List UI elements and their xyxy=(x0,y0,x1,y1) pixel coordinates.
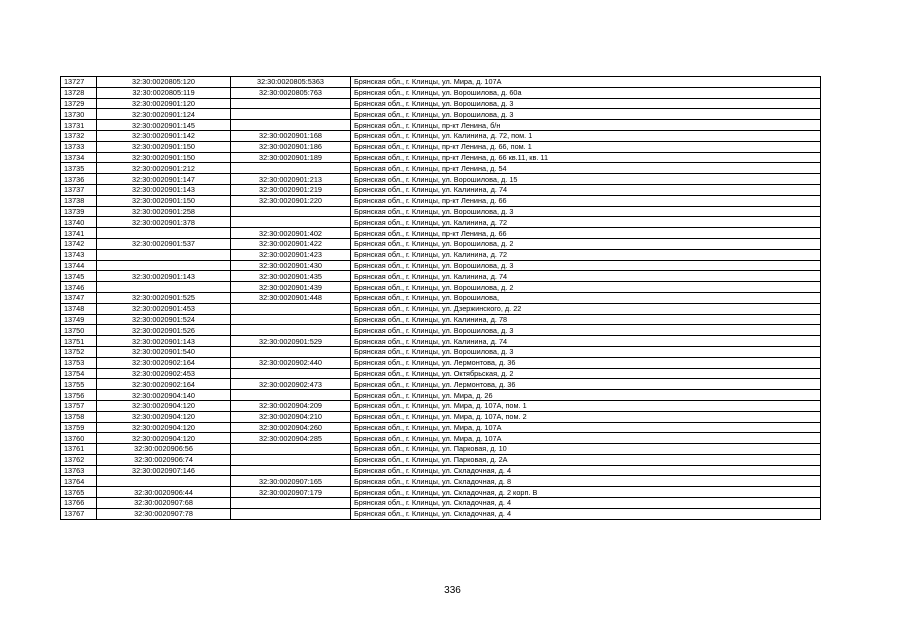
table-row xyxy=(61,98,821,109)
table-row xyxy=(61,476,821,487)
row-number-cell: 13746 xyxy=(61,282,97,293)
object-cadastral-number-cell xyxy=(231,98,351,109)
row-number-cell: 13752 xyxy=(61,346,97,357)
row-number-cell: 13734 xyxy=(61,152,97,163)
address-cell: Брянская обл., г. Клинцы, ул. Калинина, д. 78 xyxy=(351,314,821,325)
row-number-cell: 13758 xyxy=(61,411,97,422)
table-row xyxy=(61,87,821,98)
parcel-cadastral-number-cell: 32:30:0020906:44 xyxy=(97,487,231,498)
parcel-cadastral-number-cell: 32:30:0020901:120 xyxy=(97,98,231,109)
object-cadastral-number-cell: 32:30:0020901:435 xyxy=(231,271,351,282)
table-row xyxy=(61,228,821,239)
object-cadastral-number-cell: 32:30:0020805:763 xyxy=(231,87,351,98)
address-cell: Брянская обл., г. Клинцы, ул. Лермонтова, д. 36 xyxy=(351,379,821,390)
address-cell: Брянская обл., г. Клинцы, пр-кт Ленина, д. 66, пом. 1 xyxy=(351,141,821,152)
object-cadastral-number-cell: 32:30:0020902:440 xyxy=(231,357,351,368)
row-number-cell: 13738 xyxy=(61,195,97,206)
row-number-cell: 13730 xyxy=(61,109,97,120)
table-row xyxy=(61,249,821,260)
object-cadastral-number-cell: 32:30:0020901:439 xyxy=(231,282,351,293)
address-cell: Брянская обл., г. Клинцы, ул. Мира, д. 107А xyxy=(351,422,821,433)
table-row xyxy=(61,238,821,249)
table-row xyxy=(61,130,821,141)
address-cell: Брянская обл., г. Клинцы, ул. Мира, д. 107А xyxy=(351,77,821,88)
address-cell: Брянская обл., г. Клинцы, ул. Лермонтова, д. 36 xyxy=(351,357,821,368)
parcel-cadastral-number-cell: 32:30:0020902:453 xyxy=(97,368,231,379)
table-row xyxy=(61,120,821,131)
object-cadastral-number-cell xyxy=(231,314,351,325)
table-row xyxy=(61,184,821,195)
row-number-cell: 13744 xyxy=(61,260,97,271)
address-cell: Брянская обл., г. Клинцы, ул. Складочная, д. 2 корп. В xyxy=(351,487,821,498)
row-number-cell: 13754 xyxy=(61,368,97,379)
table-row xyxy=(61,325,821,336)
table-row xyxy=(61,379,821,390)
address-cell: Брянская обл., г. Клинцы, ул. Складочная, д. 4 xyxy=(351,498,821,509)
table-row xyxy=(61,390,821,401)
table-row xyxy=(61,508,821,519)
parcel-cadastral-number-cell: 32:30:0020901:150 xyxy=(97,195,231,206)
object-cadastral-number-cell: 32:30:0020901:220 xyxy=(231,195,351,206)
address-cell: Брянская обл., г. Клинцы, ул. Парковая, д. 2А xyxy=(351,454,821,465)
object-cadastral-number-cell: 32:30:0020907:179 xyxy=(231,487,351,498)
row-number-cell: 13761 xyxy=(61,444,97,455)
table-row xyxy=(61,206,821,217)
table-row xyxy=(61,109,821,120)
table-row xyxy=(61,465,821,476)
table-row xyxy=(61,400,821,411)
row-number-cell: 13739 xyxy=(61,206,97,217)
table-row xyxy=(61,292,821,303)
address-cell: Брянская обл., г. Клинцы, ул. Калинина, д. 72, пом. 1 xyxy=(351,130,821,141)
parcel-cadastral-number-cell: 32:30:0020904:120 xyxy=(97,400,231,411)
address-cell: Брянская обл., г. Клинцы, ул. Ворошилова, д. 3 xyxy=(351,98,821,109)
table-row xyxy=(61,152,821,163)
parcel-cadastral-number-cell: 32:30:0020901:526 xyxy=(97,325,231,336)
object-cadastral-number-cell: 32:30:0020805:5363 xyxy=(231,77,351,88)
address-cell: Брянская обл., г. Клинцы, ул. Ворошилова, д. 2 xyxy=(351,238,821,249)
parcel-cadastral-number-cell: 32:30:0020901:537 xyxy=(97,238,231,249)
row-number-cell: 13766 xyxy=(61,498,97,509)
address-cell: Брянская обл., г. Клинцы, ул. Ворошилова, д. 60а xyxy=(351,87,821,98)
row-number-cell: 13742 xyxy=(61,238,97,249)
parcel-cadastral-number-cell: 32:30:0020901:258 xyxy=(97,206,231,217)
row-number-cell: 13767 xyxy=(61,508,97,519)
row-number-cell: 13757 xyxy=(61,400,97,411)
parcel-cadastral-number-cell: 32:30:0020805:119 xyxy=(97,87,231,98)
parcel-cadastral-number-cell: 32:30:0020901:150 xyxy=(97,152,231,163)
table-row xyxy=(61,357,821,368)
row-number-cell: 13753 xyxy=(61,357,97,368)
address-cell: Брянская обл., г. Клинцы, пр-кт Ленина, д. 66 xyxy=(351,195,821,206)
object-cadastral-number-cell: 32:30:0020901:219 xyxy=(231,184,351,195)
parcel-cadastral-number-cell: 32:30:0020901:143 xyxy=(97,184,231,195)
address-cell: Брянская обл., г. Клинцы, пр-кт Ленина, д. 66 xyxy=(351,228,821,239)
address-cell: Брянская обл., г. Клинцы, ул. Ворошилова, д. 3 xyxy=(351,346,821,357)
object-cadastral-number-cell xyxy=(231,498,351,509)
address-cell: Брянская обл., г. Клинцы, ул. Мира, д. 107А xyxy=(351,433,821,444)
object-cadastral-number-cell: 32:30:0020901:168 xyxy=(231,130,351,141)
address-cell: Брянская обл., г. Клинцы, ул. Складочная, д. 4 xyxy=(351,508,821,519)
object-cadastral-number-cell xyxy=(231,444,351,455)
object-cadastral-number-cell: 32:30:0020904:285 xyxy=(231,433,351,444)
row-number-cell: 13760 xyxy=(61,433,97,444)
page-number: 336 xyxy=(444,585,461,596)
object-cadastral-number-cell: 32:30:0020907:165 xyxy=(231,476,351,487)
address-cell: Брянская обл., г. Клинцы, ул. Калинина, д. 74 xyxy=(351,271,821,282)
row-number-cell: 13733 xyxy=(61,141,97,152)
table-row xyxy=(61,336,821,347)
address-cell: Брянская обл., г. Клинцы, ул. Калинина, д. 74 xyxy=(351,336,821,347)
address-cell: Брянская обл., г. Клинцы, ул. Калинина, д. 72 xyxy=(351,217,821,228)
row-number-cell: 13729 xyxy=(61,98,97,109)
parcel-cadastral-number-cell: 32:30:0020904:120 xyxy=(97,433,231,444)
address-cell: Брянская обл., г. Клинцы, ул. Ворошилова, д. 3 xyxy=(351,206,821,217)
table-row xyxy=(61,271,821,282)
row-number-cell: 13740 xyxy=(61,217,97,228)
row-number-cell: 13727 xyxy=(61,77,97,88)
table-row xyxy=(61,217,821,228)
parcel-cadastral-number-cell: 32:30:0020904:120 xyxy=(97,411,231,422)
object-cadastral-number-cell: 32:30:0020902:473 xyxy=(231,379,351,390)
parcel-cadastral-number-cell: 32:30:0020907:78 xyxy=(97,508,231,519)
object-cadastral-number-cell: 32:30:0020904:209 xyxy=(231,400,351,411)
address-cell: Брянская обл., г. Клинцы, ул. Ворошилова, д. 3 xyxy=(351,325,821,336)
address-cell: Брянская обл., г. Клинцы, пр-кт Ленина, д. 54 xyxy=(351,163,821,174)
row-number-cell: 13755 xyxy=(61,379,97,390)
row-number-cell: 13737 xyxy=(61,184,97,195)
parcel-cadastral-number-cell: 32:30:0020901:142 xyxy=(97,130,231,141)
table-row xyxy=(61,454,821,465)
row-number-cell: 13731 xyxy=(61,120,97,131)
table-row xyxy=(61,422,821,433)
address-cell: Брянская обл., г. Клинцы, ул. Ворошилова, xyxy=(351,292,821,303)
table-row xyxy=(61,303,821,314)
parcel-cadastral-number-cell: 32:30:0020901:525 xyxy=(97,292,231,303)
object-cadastral-number-cell xyxy=(231,163,351,174)
parcel-cadastral-number-cell: 32:30:0020901:143 xyxy=(97,271,231,282)
row-number-cell: 13759 xyxy=(61,422,97,433)
parcel-cadastral-number-cell: 32:30:0020901:540 xyxy=(97,346,231,357)
row-number-cell: 13749 xyxy=(61,314,97,325)
parcel-cadastral-number-cell: 32:30:0020907:68 xyxy=(97,498,231,509)
row-number-cell: 13763 xyxy=(61,465,97,476)
object-cadastral-number-cell xyxy=(231,206,351,217)
object-cadastral-number-cell xyxy=(231,217,351,228)
row-number-cell: 13743 xyxy=(61,249,97,260)
table-row xyxy=(61,444,821,455)
object-cadastral-number-cell xyxy=(231,325,351,336)
object-cadastral-number-cell: 32:30:0020904:260 xyxy=(231,422,351,433)
row-number-cell: 13765 xyxy=(61,487,97,498)
parcel-cadastral-number-cell: 32:30:0020901:453 xyxy=(97,303,231,314)
object-cadastral-number-cell: 32:30:0020901:422 xyxy=(231,238,351,249)
address-cell: Брянская обл., г. Клинцы, ул. Ворошилова, д. 3 xyxy=(351,260,821,271)
address-cell: Брянская обл., г. Клинцы, ул. Складочная, д. 4 xyxy=(351,465,821,476)
row-number-cell: 13750 xyxy=(61,325,97,336)
table-row xyxy=(61,433,821,444)
address-cell: Брянская обл., г. Клинцы, пр-кт Ленина, д. 66 кв.11, кв. 11 xyxy=(351,152,821,163)
object-cadastral-number-cell: 32:30:0020901:448 xyxy=(231,292,351,303)
parcel-cadastral-number-cell: 32:30:0020906:56 xyxy=(97,444,231,455)
row-number-cell: 13756 xyxy=(61,390,97,401)
parcel-cadastral-number-cell: 32:30:0020901:524 xyxy=(97,314,231,325)
object-cadastral-number-cell: 32:30:0020904:210 xyxy=(231,411,351,422)
table-row xyxy=(61,174,821,185)
parcel-cadastral-number-cell: 32:30:0020901:147 xyxy=(97,174,231,185)
parcel-cadastral-number-cell: 32:30:0020901:378 xyxy=(97,217,231,228)
parcel-cadastral-number-cell: 32:30:0020901:124 xyxy=(97,109,231,120)
row-number-cell: 13762 xyxy=(61,454,97,465)
row-number-cell: 13728 xyxy=(61,87,97,98)
table-row xyxy=(61,195,821,206)
table-row xyxy=(61,77,821,88)
address-cell: Брянская обл., г. Клинцы, ул. Ворошилова, д. 15 xyxy=(351,174,821,185)
parcel-cadastral-number-cell: 32:30:0020901:143 xyxy=(97,336,231,347)
table-row xyxy=(61,498,821,509)
object-cadastral-number-cell: 32:30:0020901:186 xyxy=(231,141,351,152)
parcel-cadastral-number-cell: 32:30:0020902:164 xyxy=(97,379,231,390)
object-cadastral-number-cell: 32:30:0020901:430 xyxy=(231,260,351,271)
row-number-cell: 13741 xyxy=(61,228,97,239)
row-number-cell: 13748 xyxy=(61,303,97,314)
table-row xyxy=(61,411,821,422)
parcel-cadastral-number-cell xyxy=(97,476,231,487)
address-cell: Брянская обл., г. Клинцы, ул. Ворошилова, д. 2 xyxy=(351,282,821,293)
object-cadastral-number-cell xyxy=(231,454,351,465)
object-cadastral-number-cell: 32:30:0020901:189 xyxy=(231,152,351,163)
table-row xyxy=(61,141,821,152)
parcel-cadastral-number-cell: 32:30:0020901:212 xyxy=(97,163,231,174)
row-number-cell: 13747 xyxy=(61,292,97,303)
object-cadastral-number-cell: 32:30:0020901:529 xyxy=(231,336,351,347)
parcel-cadastral-number-cell: 32:30:0020907:146 xyxy=(97,465,231,476)
object-cadastral-number-cell xyxy=(231,390,351,401)
parcel-cadastral-number-cell xyxy=(97,282,231,293)
parcel-cadastral-number-cell: 32:30:0020805:120 xyxy=(97,77,231,88)
table-row xyxy=(61,314,821,325)
row-number-cell: 13732 xyxy=(61,130,97,141)
object-cadastral-number-cell xyxy=(231,368,351,379)
table-row xyxy=(61,282,821,293)
address-cell: Брянская обл., г. Клинцы, ул. Парковая, д. 10 xyxy=(351,444,821,455)
row-number-cell: 13764 xyxy=(61,476,97,487)
registry-table-body xyxy=(61,77,821,520)
parcel-cadastral-number-cell: 32:30:0020904:140 xyxy=(97,390,231,401)
address-cell: Брянская обл., г. Клинцы, ул. Калинина, д. 74 xyxy=(351,184,821,195)
row-number-cell: 13751 xyxy=(61,336,97,347)
table-row xyxy=(61,346,821,357)
address-cell: Брянская обл., г. Клинцы, ул. Мира, д. 26 xyxy=(351,390,821,401)
address-cell: Брянская обл., г. Клинцы, пр-кт Ленина, б/н xyxy=(351,120,821,131)
address-cell: Брянская обл., г. Клинцы, ул. Октябрьская, д. 2 xyxy=(351,368,821,379)
parcel-cadastral-number-cell: 32:30:0020901:145 xyxy=(97,120,231,131)
row-number-cell: 13735 xyxy=(61,163,97,174)
object-cadastral-number-cell: 32:30:0020901:423 xyxy=(231,249,351,260)
object-cadastral-number-cell: 32:30:0020901:213 xyxy=(231,174,351,185)
parcel-cadastral-number-cell xyxy=(97,228,231,239)
parcel-cadastral-number-cell xyxy=(97,260,231,271)
object-cadastral-number-cell xyxy=(231,465,351,476)
object-cadastral-number-cell: 32:30:0020901:402 xyxy=(231,228,351,239)
table-row xyxy=(61,487,821,498)
parcel-cadastral-number-cell: 32:30:0020902:164 xyxy=(97,357,231,368)
parcel-cadastral-number-cell: 32:30:0020901:150 xyxy=(97,141,231,152)
table-row xyxy=(61,368,821,379)
table-row xyxy=(61,260,821,271)
address-cell: Брянская обл., г. Клинцы, ул. Мира, д. 107А, пом. 2 xyxy=(351,411,821,422)
address-cell: Брянская обл., г. Клинцы, ул. Калинина, д. 72 xyxy=(351,249,821,260)
object-cadastral-number-cell xyxy=(231,303,351,314)
address-cell: Брянская обл., г. Клинцы, ул. Мира, д. 107А, пом. 1 xyxy=(351,400,821,411)
parcel-cadastral-number-cell: 32:30:0020904:120 xyxy=(97,422,231,433)
object-cadastral-number-cell xyxy=(231,346,351,357)
address-cell: Брянская обл., г. Клинцы, ул. Дзержинского, д. 22 xyxy=(351,303,821,314)
address-cell: Брянская обл., г. Клинцы, ул. Складочная, д. 8 xyxy=(351,476,821,487)
parcel-cadastral-number-cell xyxy=(97,249,231,260)
parcel-cadastral-number-cell: 32:30:0020906:74 xyxy=(97,454,231,465)
object-cadastral-number-cell xyxy=(231,109,351,120)
object-cadastral-number-cell xyxy=(231,508,351,519)
row-number-cell: 13736 xyxy=(61,174,97,185)
address-cell: Брянская обл., г. Клинцы, ул. Ворошилова, д. 3 xyxy=(351,109,821,120)
table-row xyxy=(61,163,821,174)
registry-table xyxy=(60,76,821,520)
row-number-cell: 13745 xyxy=(61,271,97,282)
object-cadastral-number-cell xyxy=(231,120,351,131)
